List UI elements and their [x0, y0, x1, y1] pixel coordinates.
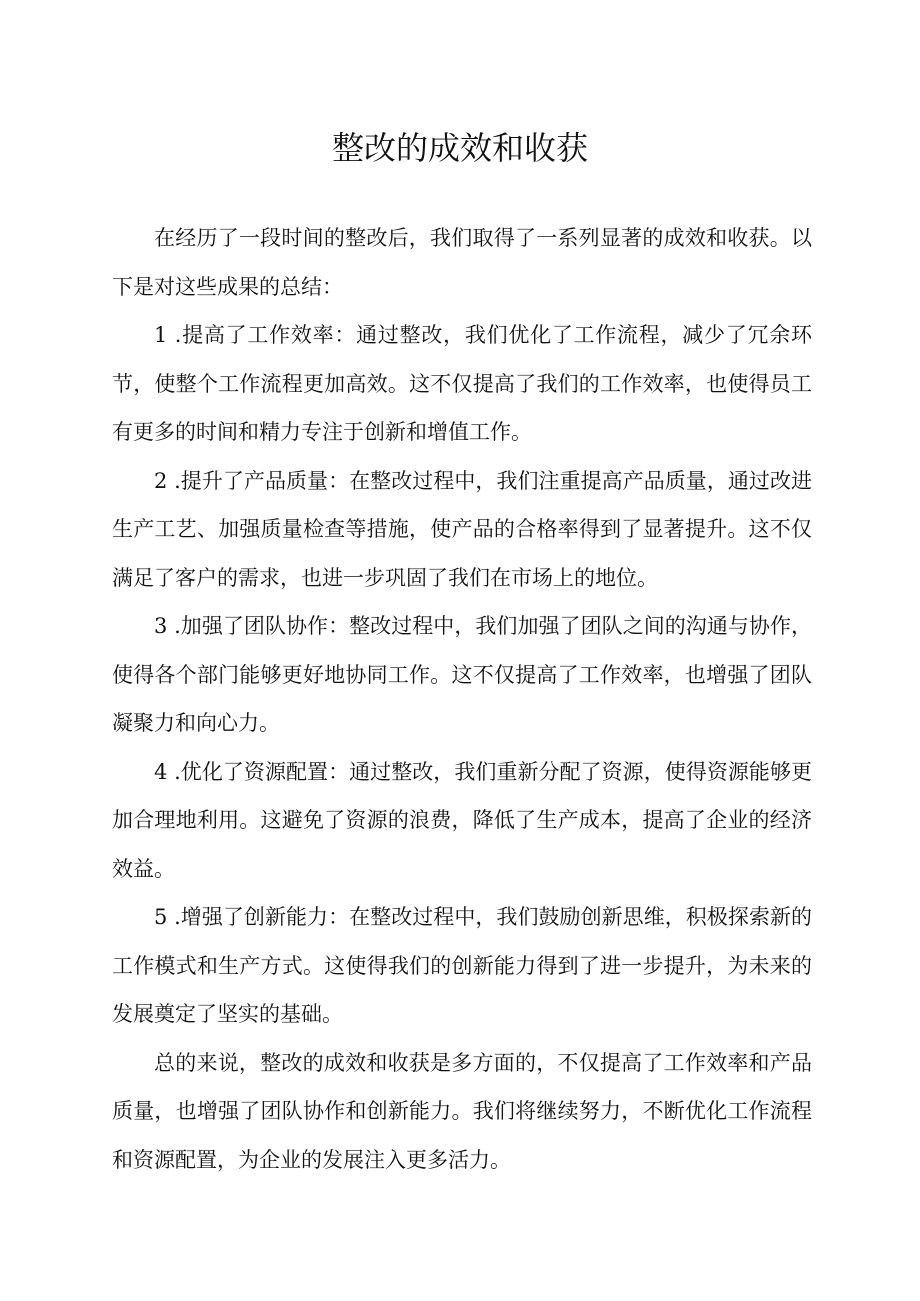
point-2-paragraph: 2 .提升了产品质量：在整改过程中，我们注重提高产品质量，通过改进生产工艺、加强质量检查等措施，使产品的合格率得到了显著提升。这不仅满足了客户的需求，也进一步巩固了我们在市场上的地位。: [112, 468, 812, 590]
point-4-paragraph: 4 .优化了资源配置：通过整改，我们重新分配了资源，使得资源能够更加合理地利用。这避免了资源的浪费，降低了生产成本，提高了企业的经济效益。: [112, 759, 812, 881]
point-3-paragraph: 3 .加强了团队协作：整改过程中，我们加强了团队之间的沟通与协作，使得各个部门能够更好地协同工作。这不仅提高了工作效率，也增强了团队凝聚力和向心力。: [112, 614, 812, 735]
intro-paragraph: 在经历了一段时间的整改后，我们取得了一系列显著的成效和收获。以下是对这些成果的总结：: [112, 226, 812, 299]
point-5-paragraph: 5 .增强了创新能力：在整改过程中，我们鼓励创新思维，积极探索新的工作模式和生产方式。这使得我们的创新能力得到了进一步提升，为未来的发展奠定了坚实的基础。: [112, 905, 812, 1026]
document-title: 整改的成效和收获: [331, 129, 588, 167]
document-body: [112, 214, 812, 1184]
point-1-paragraph: 1 .提高了工作效率：通过整改，我们优化了工作流程，减少了冗余环节，使整个工作流程更加高效。这不仅提高了我们的工作效率，也使得员工有更多的时间和精力专注于创新和增值工作。: [112, 323, 812, 444]
conclusion-paragraph: 总的来说，整改的成效和收获是多方面的，不仅提高了工作效率和产品质量，也增强了团队协作和创新能力。我们将继续努力，不断优化工作流程和资源配置，为企业的发展注入更多活力。: [112, 1050, 812, 1172]
